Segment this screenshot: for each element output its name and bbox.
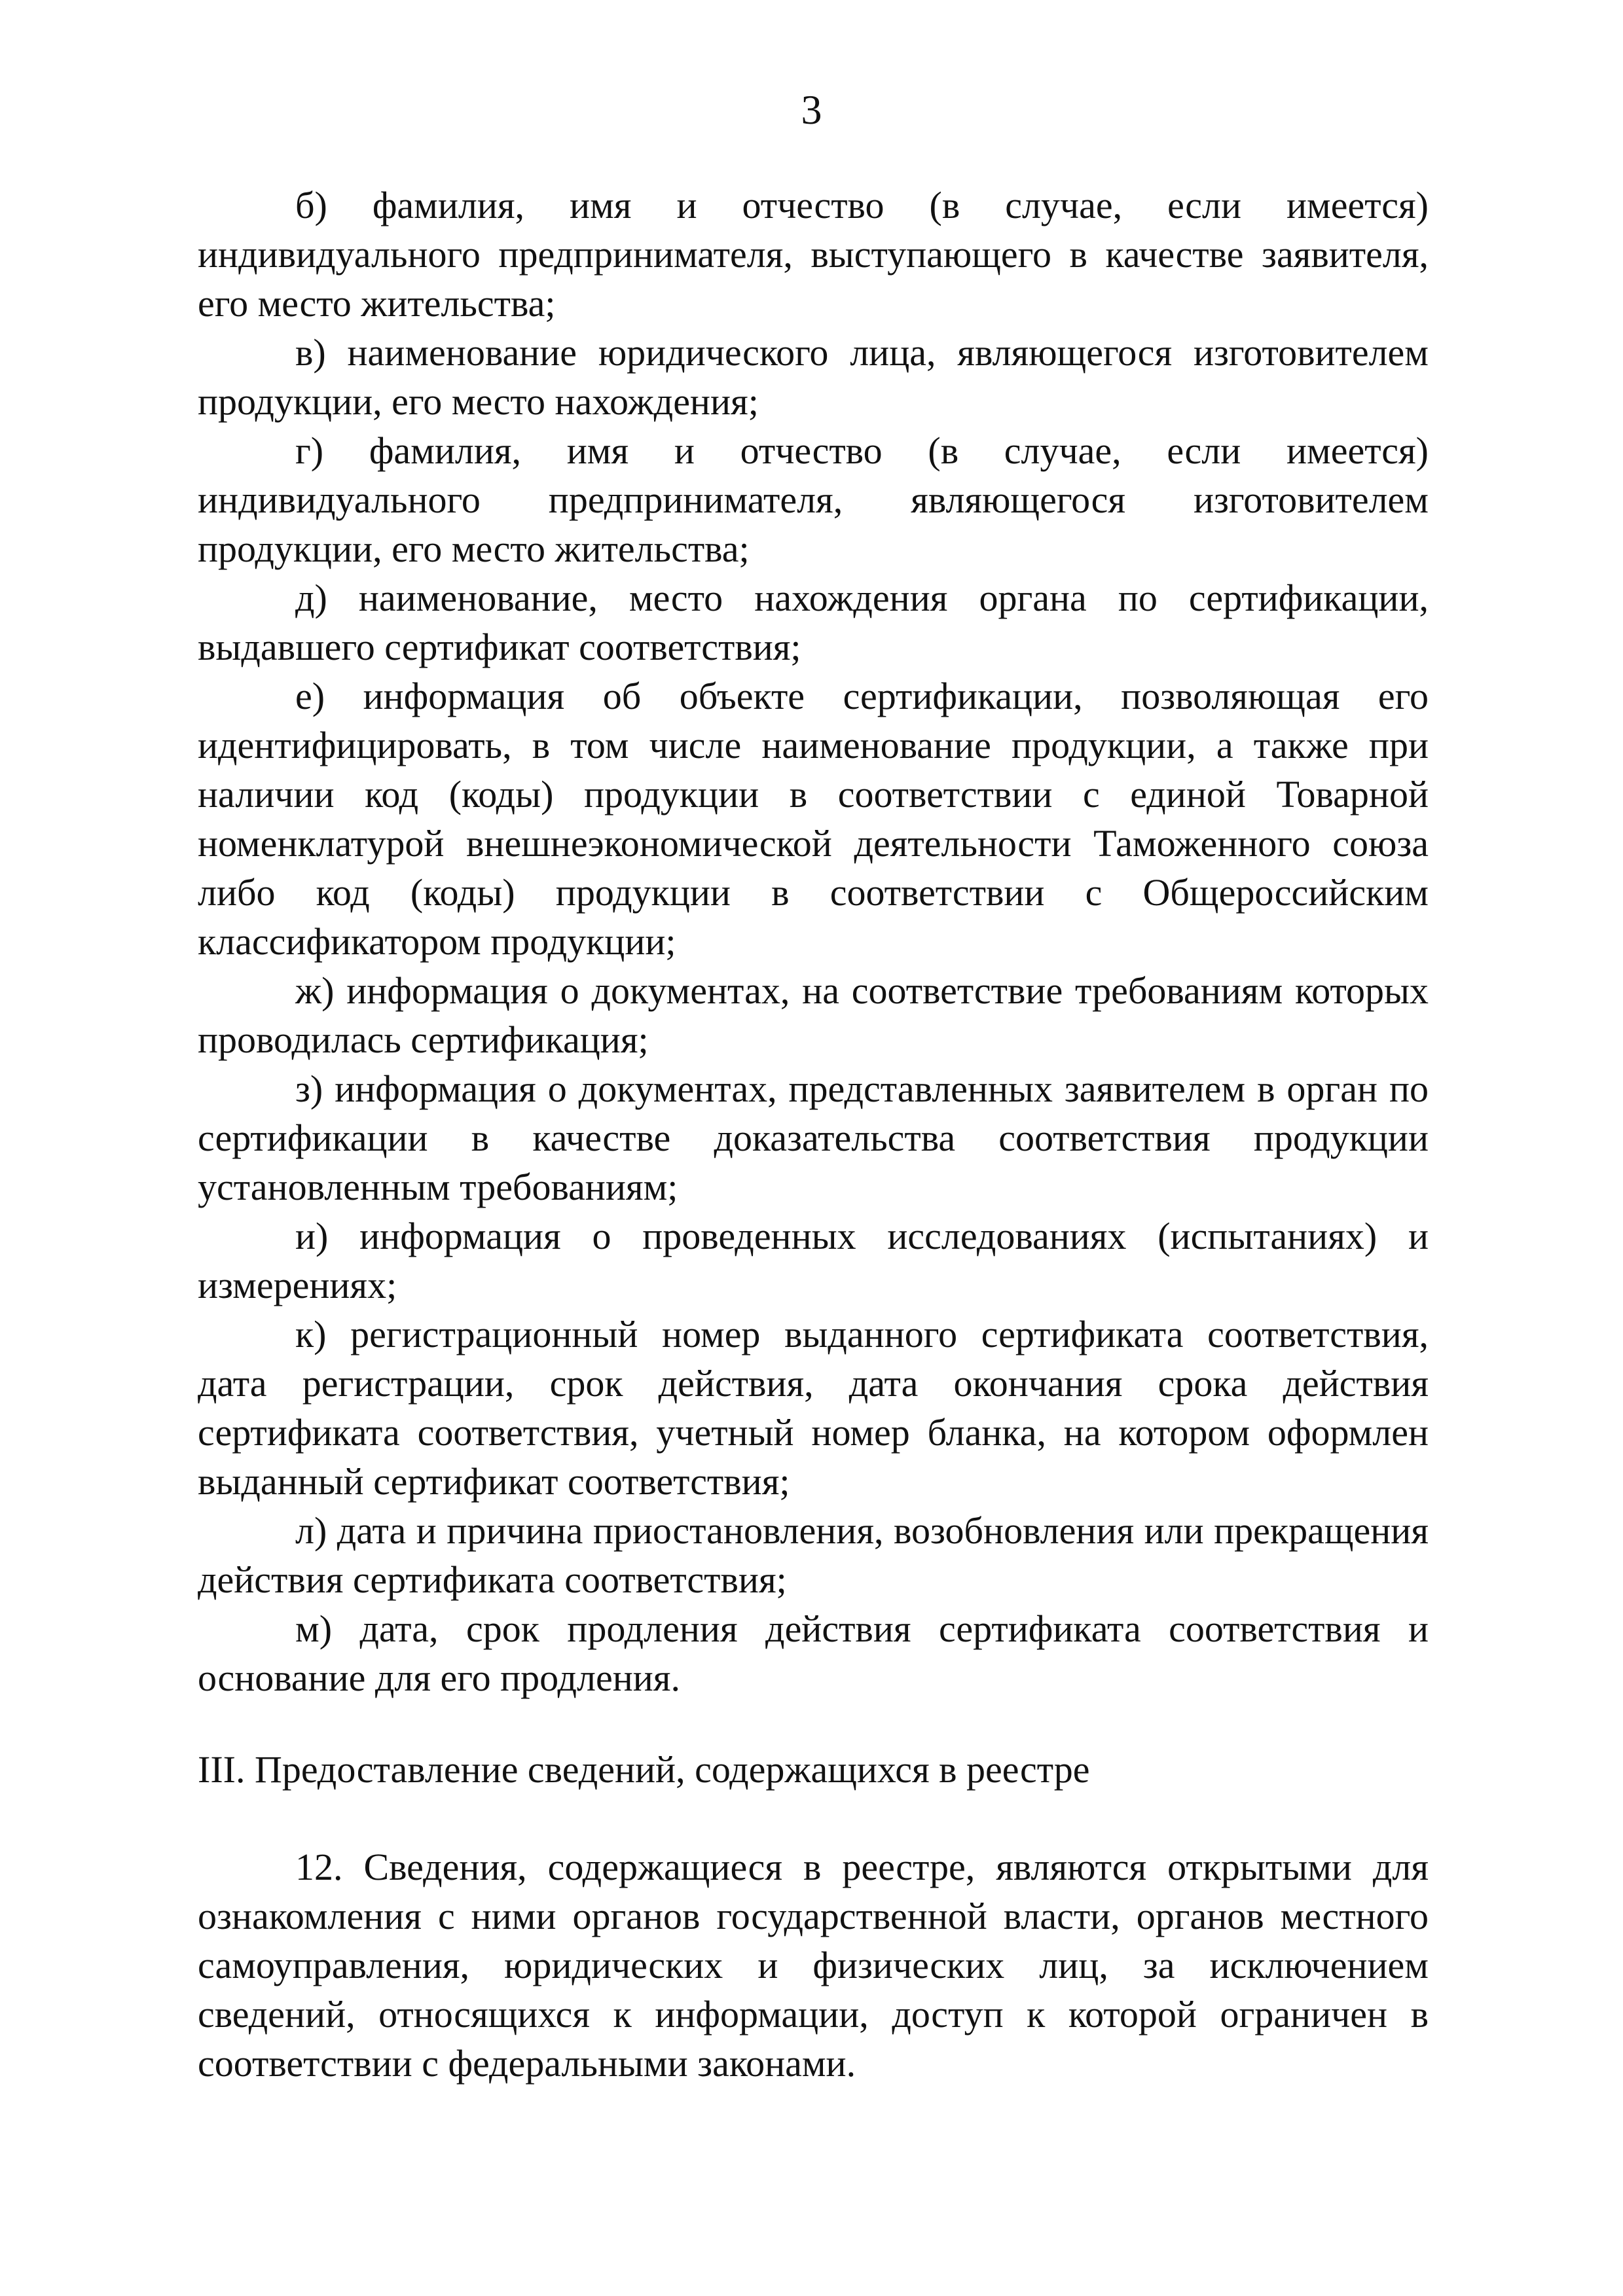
item-label: в) xyxy=(295,331,326,374)
item-text: фамилия, имя и отчество (в случае, если имеется) индивидуального предпринимателя, выступающего в качестве заявителя, его место жительства; xyxy=(198,184,1429,325)
item-text: информация о проведенных исследованиях (испытаниях) и измерениях; xyxy=(198,1215,1429,1306)
item-text: фамилия, имя и отчество (в случае, если имеется) индивидуального предпринимателя, являющегося изготовителем продукции, его место жительства; xyxy=(198,429,1429,570)
paragraph-12 xyxy=(198,1842,1429,2088)
item-text: дата и причина приостановления, возобновления или прекращения действия сертификата соответствия; xyxy=(198,1509,1429,1601)
paragraph-number: 12. xyxy=(295,1846,343,1888)
list-item-d xyxy=(198,573,1429,672)
list-item-z xyxy=(198,1064,1429,1211)
item-text: регистрационный номер выданного сертификата соответствия, дата регистрации, срок действия, дата окончания срока действия сертификата соответствия, учетный номер бланка, на котором оформлен выданный сертификат соответствия; xyxy=(198,1313,1429,1503)
item-label: к) xyxy=(295,1313,327,1355)
list-item-i xyxy=(198,1211,1429,1310)
item-label: б) xyxy=(295,184,327,226)
list-item-v xyxy=(198,328,1429,426)
item-text: информация о документах, представленных заявителем в орган по сертификации в качестве доказательства соответствия продукции установленным требованиям; xyxy=(198,1067,1429,1208)
list-item-b xyxy=(198,181,1429,328)
list-item-g xyxy=(198,426,1429,573)
paragraph-text: Сведения, содержащиеся в реестре, являются открытыми для ознакомления с ними органов государственной власти, органов местного самоуправления, юридических и физических лиц, за исключением сведений, относящихся к информации, доступ к которой ограничен в соответствии с федеральными законами. xyxy=(198,1846,1429,2085)
item-text: информация об объекте сертификации, позволяющая его идентифицировать, в том числе наименование продукции, а также при наличии код (коды) продукции в соответствии с единой Товарной номенклатурой внешнеэкономической деятельности Таможенного союза либо код (коды) продукции в соответствии с Общероссийским классификатором продукции; xyxy=(198,675,1429,963)
document-body xyxy=(198,181,1429,2088)
item-text: дата, срок продления действия сертификата соответствия и основание для его продления. xyxy=(198,1607,1429,1699)
page-number: 3 xyxy=(801,86,822,133)
list-item-e xyxy=(198,672,1429,966)
list-item-l xyxy=(198,1506,1429,1604)
item-label: г) xyxy=(295,429,324,472)
list-item-k xyxy=(198,1310,1429,1506)
item-label: з) xyxy=(295,1067,323,1110)
item-text: наименование, место нахождения органа по сертификации, выдавшего сертификат соответствия; xyxy=(198,577,1429,668)
item-label: ж) xyxy=(295,969,335,1012)
item-text: наименование юридического лица, являющегося изготовителем продукции, его место нахождения; xyxy=(198,331,1429,423)
item-label: д) xyxy=(295,577,327,619)
list-item-zh xyxy=(198,966,1429,1064)
item-label: л) xyxy=(295,1509,327,1552)
item-text: информация о документах, на соответствие требованиям которых проводилась сертификация; xyxy=(198,969,1429,1061)
item-label: м) xyxy=(295,1607,333,1650)
section-heading: III. Предоставление сведений, содержащихся в реестре xyxy=(198,1748,1090,1791)
item-label: и) xyxy=(295,1215,329,1257)
list-item-m xyxy=(198,1604,1429,1702)
item-label: е) xyxy=(295,675,325,717)
